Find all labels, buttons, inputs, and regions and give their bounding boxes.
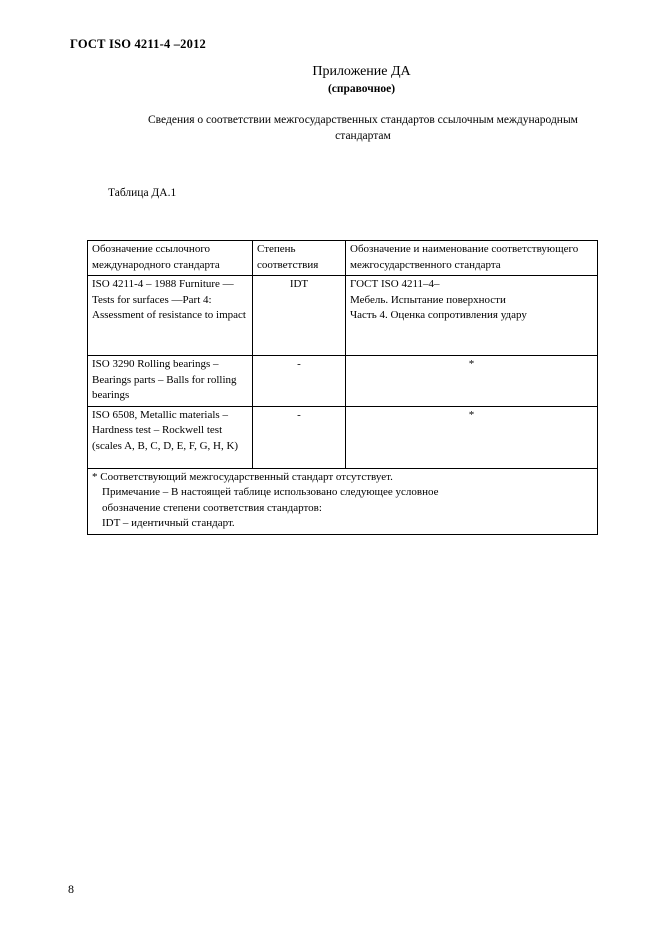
cell-reference-standard: ISO 6508, Metallic materials – Hardness test – Rockwell test (scales A, B, C, D, E, F, G, H, K) [88,406,253,468]
appendix-description-line1: Сведения о соответствии межгосударственных стандартов ссылочным международным [148,114,578,126]
footnote-note-line2: обозначение степени соответствия стандартов: [102,501,322,514]
appendix-subtitle: (справочное) [327,83,396,95]
footnote-absent-standard: * Соответствующий межгосударственный стандарт отсутствует. [92,470,393,483]
interstate-standard-code: ГОСТ ISO 4211–4– [350,278,440,290]
cell-interstate-standard: * [346,356,598,407]
cell-degree: - [253,406,346,468]
table-caption: Таблица ДА.1 [108,187,177,199]
table-footnote-row [88,468,598,534]
cell-degree: - [253,356,346,407]
table-row [88,406,598,468]
header-degree: Степень соответствия [253,241,346,276]
table-header-row [88,241,598,276]
appendix-description [103,112,623,144]
table-row [88,356,598,407]
interstate-standard-part: Часть 4. Оценка сопротивления удару [350,309,527,321]
standards-correspondence-table [87,240,598,535]
cell-reference-standard: ISO 3290 Rolling bearings – Bearings parts – Balls for rolling bearings [88,356,253,407]
document-code-header: ГОСТ ISO 4211-4 –2012 [70,37,206,51]
footnote-idt-definition: IDT – идентичный стандарт. [102,517,235,529]
table-footnote [88,468,598,534]
cell-degree: IDT [253,276,346,356]
footnote-note-line1: Примечание – В настоящей таблице использовано следующее условное [102,486,439,498]
interstate-standard-title: Мебель. Испытание поверхности [350,293,506,306]
appendix-description-line2: стандартам [335,130,391,142]
cell-interstate-standard: * [346,406,598,468]
header-reference-standard: Обозначение ссылочного международного стандарта [88,241,253,276]
appendix-title: Приложение ДА [312,64,411,79]
cell-reference-standard: ISO 4211-4 – 1988 Furniture — Tests for surfaces —Part 4: Assessment of resistance to impact [88,276,253,356]
page-number: 8 [68,882,74,896]
table-row [88,276,598,356]
cell-interstate-standard [346,276,598,356]
header-interstate-standard: Обозначение и наименование соответствующего межгосударственного стандарта [346,241,598,276]
